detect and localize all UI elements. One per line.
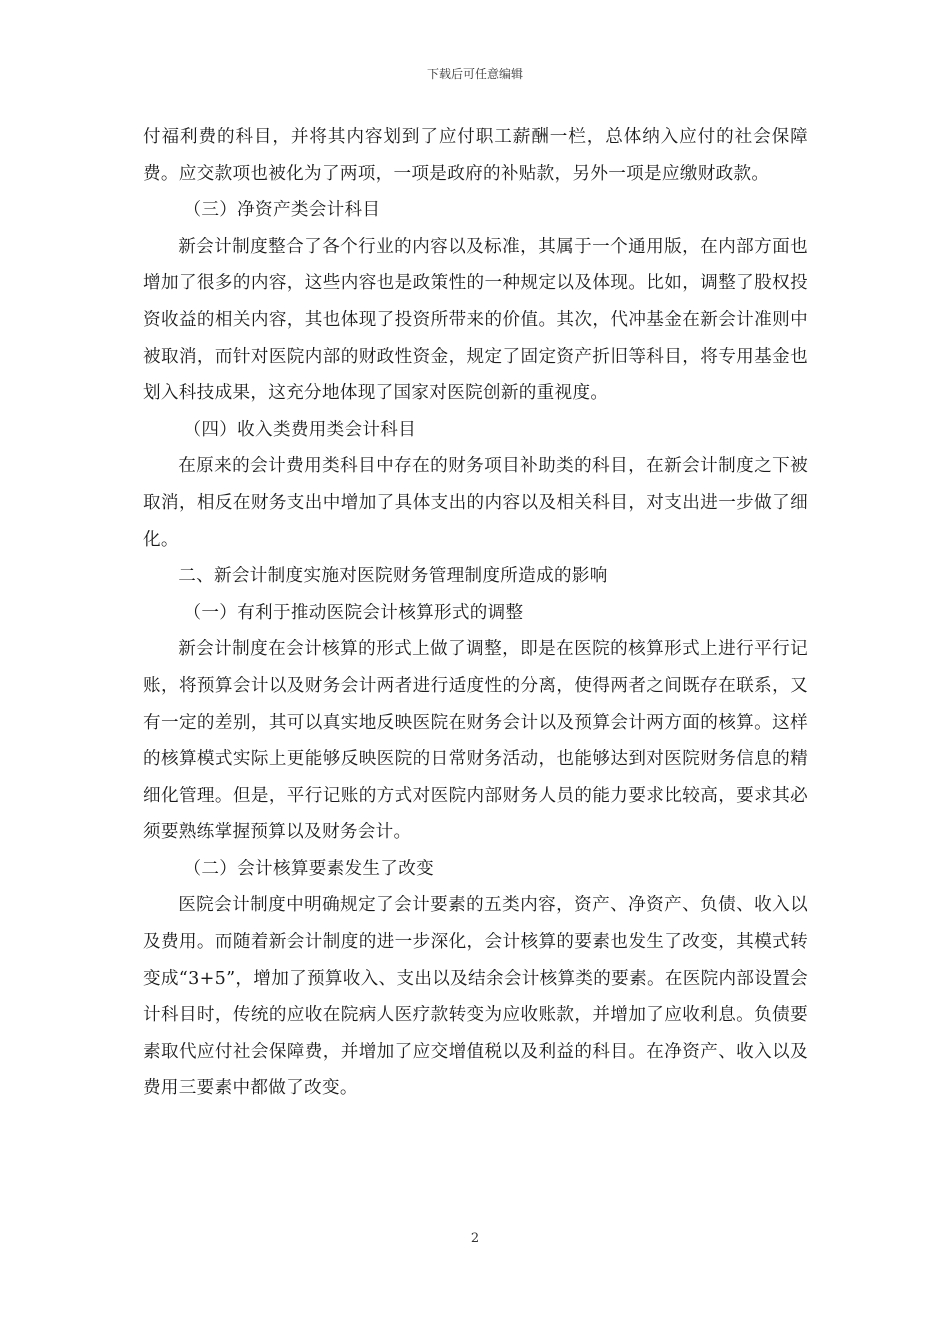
- section-heading-impact: 二、新会计制度实施对医院财务管理制度所造成的影响: [178, 566, 608, 587]
- page-number-text: 2: [470, 1231, 480, 1246]
- page-header: [0, 66, 950, 82]
- paragraph-net-assets: 新会计制度整合了各个行业的内容以及标准，其属于一个通用版，在内部方面也增加了很多的内容，这些内容也是政策性的一种规定以及体现。比如，调整了股权投资收益的相关内容，其也体现了投资所带来的价值。其次，代冲基金在新会计准则中被取消，而针对医院内部的财政性资金，规定了固定资产折旧等科目，将专用基金也划入科技成果，这充分地体现了国家对医院创新的重视度。: [143, 236, 808, 404]
- paragraph-accounting-elements: 医院会计制度中明确规定了会计要素的五类内容，资产、净资产、负债、收入以及费用。而随着新会计制度的进一步深化，会计核算的要素也发生了改变，其模式转变成“3+5”，增加了预算收入、支出以及结余会计核算类的要素。在医院内部设置会计科目时，传统的应收在院病人医疗款转变为应收账款，并增加了应收利息。负债要素取代应付社会保障费，并增加了应交增值税以及利益的科目。在净资产、收入以及费用三要素中都做了改变。: [143, 895, 809, 1099]
- paragraph-income-expense: 在原来的会计费用类科目中存在的财务项目补助类的科目，在新会计制度之下被取消，相反在财务支出中增加了具体支出的内容以及相关科目，对支出进一步做了细化。: [143, 456, 808, 550]
- paragraph-continued: 付福利费的科目，并将其内容划到了应付职工薪酬一栏，总体纳入应付的社会保障费。应交款项也被化为了两项，一项是政府的补贴款，另外一项是应缴财政款。: [143, 127, 808, 184]
- subheading-accounting-form: （一）有利于推动医院会计核算形式的调整: [183, 602, 524, 623]
- page-number: [0, 1231, 950, 1247]
- document-body: [143, 119, 808, 1107]
- header-text: 下载后可任意编辑: [426, 67, 523, 81]
- paragraph-accounting-form: 新会计制度在会计核算的形式上做了调整，即是在医院的核算形式上进行平行记账，将预算会计以及财务会计两者进行适度性的分离，使得两者之间既存在联系，又有一定的差别，其可以真实地反映医院在财务会计以及预算会计两方面的核算。这样的核算模式实际上更能够反映医院的日常财务活动，也能够达到对医院财务信息的精细化管理。但是，平行记账的方式对医院内部财务人员的能力要求比较高，要求其必须要熟练掌握预算以及财务会计。: [143, 639, 808, 843]
- subheading-accounting-elements: （二）会计核算要素发生了改变: [183, 858, 434, 879]
- subheading-income-expense: （四）收入类费用类会计科目: [183, 419, 417, 440]
- subheading-net-assets: （三）净资产类会计科目: [183, 200, 381, 221]
